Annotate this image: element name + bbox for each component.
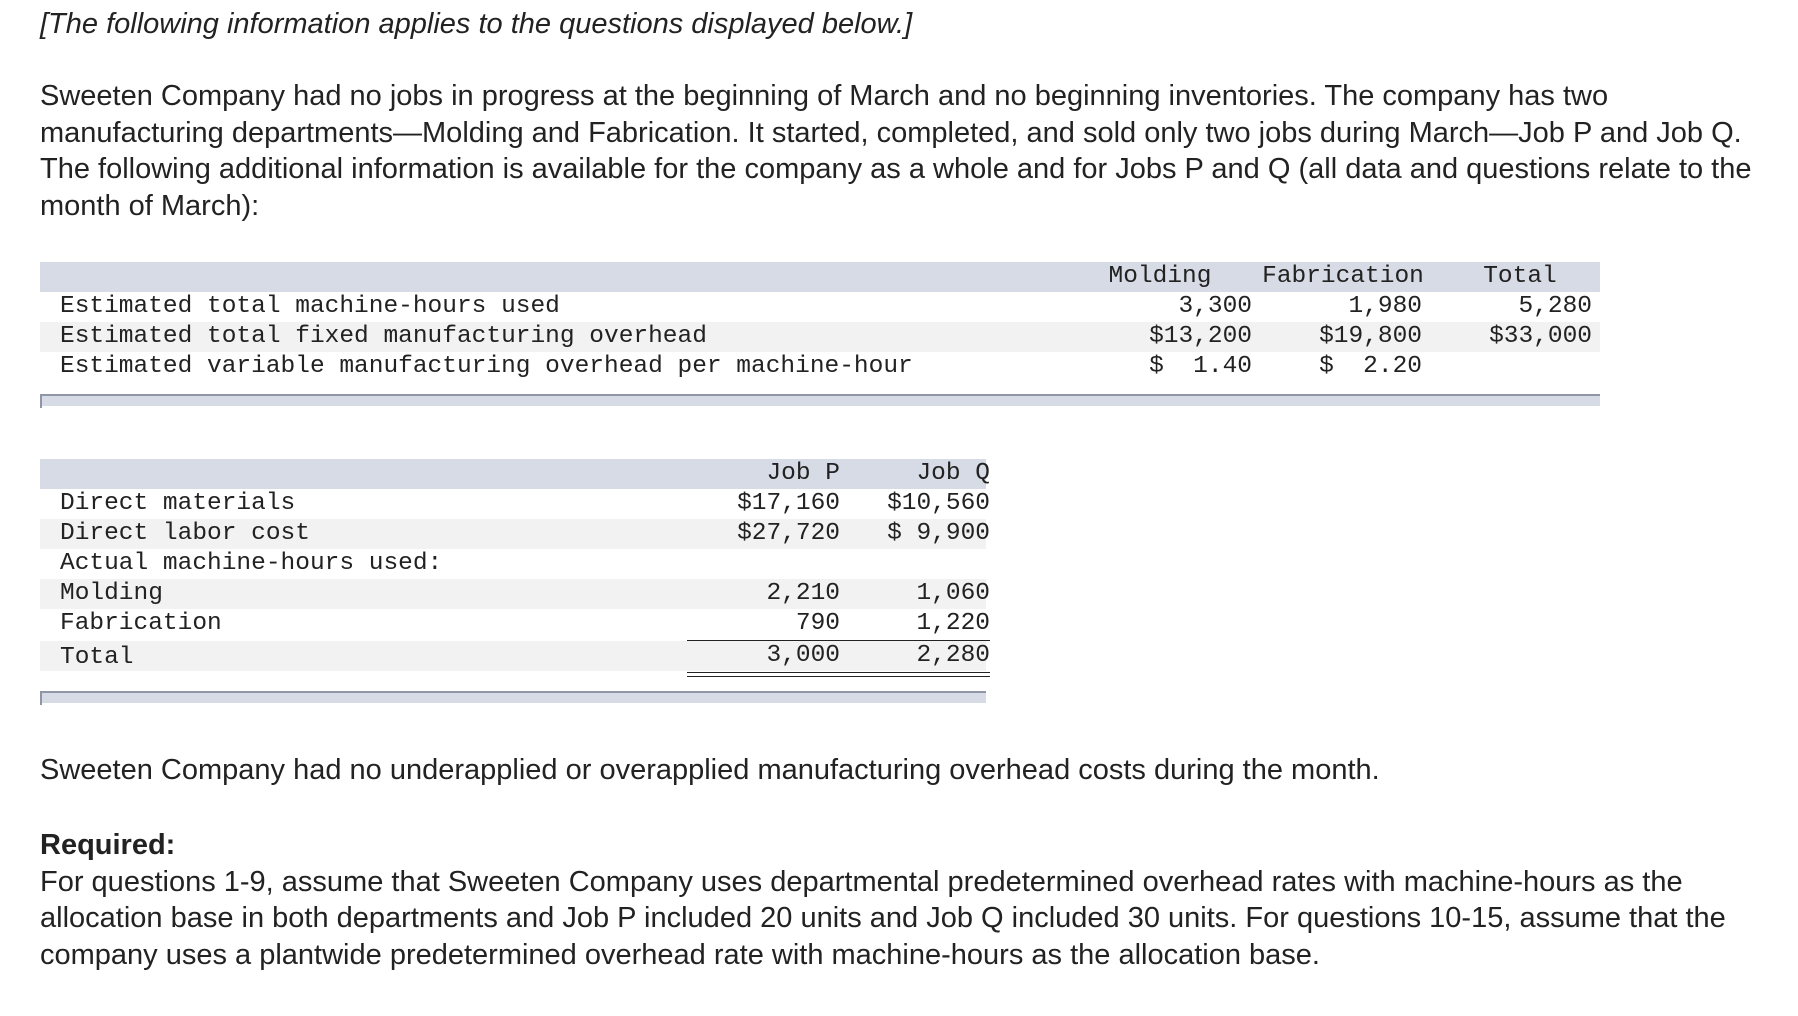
column-header-job-q: Job Q — [916, 460, 990, 487]
molding-fixed-overhead: $13,200 — [1149, 323, 1252, 350]
job-p-direct-labor: $27,720 — [737, 520, 840, 547]
fabrication-variable-overhead-rate: $ 2.20 — [1319, 353, 1422, 380]
row-label-direct-materials: Direct materials — [60, 490, 296, 517]
intro-paragraph: Sweeten Company had no jobs in progress at the beginning of March and no beginning inventories. The company has two manufacturing departments—Molding and Fabrication. It started, completed, and sold only two jobs during March—Job P and Job Q. The following additional information is available for the company as a whole and for Jobs P and Q (all data and questions relate to the month of March): — [40, 80, 1752, 222]
row-label-total: Total — [60, 644, 134, 671]
fabrication-machine-hours: 1,980 — [1348, 293, 1422, 320]
molding-machine-hours: 3,300 — [1178, 293, 1252, 320]
row-label-molding: Molding — [60, 580, 163, 607]
column-header-molding: Molding — [1108, 263, 1212, 290]
total-double-underline-job-p — [687, 672, 840, 677]
job-table-footer-bar — [40, 691, 986, 703]
job-p-molding-hours: 2,210 — [766, 580, 840, 607]
job-table — [40, 459, 990, 709]
row-label-machine-hours: Estimated total machine-hours used — [60, 293, 560, 320]
job-q-direct-labor: $ 9,900 — [887, 520, 990, 547]
department-table-footer-bar — [40, 394, 1600, 406]
column-header-fabrication: Fabrication — [1262, 263, 1424, 290]
job-q-total-hours: 2,280 — [916, 642, 990, 669]
row-label-variable-overhead: Estimated variable manufacturing overhead per machine-hour — [60, 353, 913, 380]
column-header-job-p: Job P — [766, 460, 840, 487]
fabrication-fixed-overhead: $19,800 — [1319, 323, 1422, 350]
row-label-fixed-overhead: Estimated total fixed manufacturing overhead — [60, 323, 707, 350]
required-section — [40, 827, 1760, 973]
footer-tick — [40, 396, 42, 408]
total-machine-hours: 5,280 — [1518, 293, 1592, 320]
job-q-direct-materials: $10,560 — [887, 490, 990, 517]
intro-note: [The following information applies to the questions displayed below.] — [40, 8, 913, 40]
total-double-underline-job-q — [837, 672, 990, 677]
job-q-fabrication-hours: 1,220 — [916, 610, 990, 637]
footer-tick — [40, 693, 42, 705]
job-p-total-hours: 3,000 — [766, 642, 840, 669]
job-p-fabrication-hours: 790 — [795, 610, 840, 637]
required-text: For questions 1-9, assume that Sweeten Company uses departmental predetermined overhead rates with machine-hours as the allocation base in both departments and Job P included 20 units and Job Q included 30 units. For questions 10-15, assume that the company uses a plantwide predetermined overhead rate with machine-hours as the allocation base. — [40, 865, 1726, 971]
row-label-direct-labor: Direct labor cost — [60, 520, 310, 547]
column-header-total: Total — [1483, 263, 1557, 290]
total-fixed-overhead: $33,000 — [1489, 323, 1592, 350]
molding-variable-overhead-rate: $ 1.40 — [1149, 353, 1252, 380]
overhead-note: Sweeten Company had no underapplied or overapplied manufacturing overhead costs during the month. — [40, 754, 1380, 786]
job-p-direct-materials: $17,160 — [737, 490, 840, 517]
row-label-actual-machine-hours: Actual machine-hours used: — [60, 550, 443, 577]
required-heading: Required: — [40, 829, 176, 861]
job-q-molding-hours: 1,060 — [916, 580, 990, 607]
row-label-fabrication: Fabrication — [60, 610, 222, 637]
department-table — [40, 262, 1600, 412]
